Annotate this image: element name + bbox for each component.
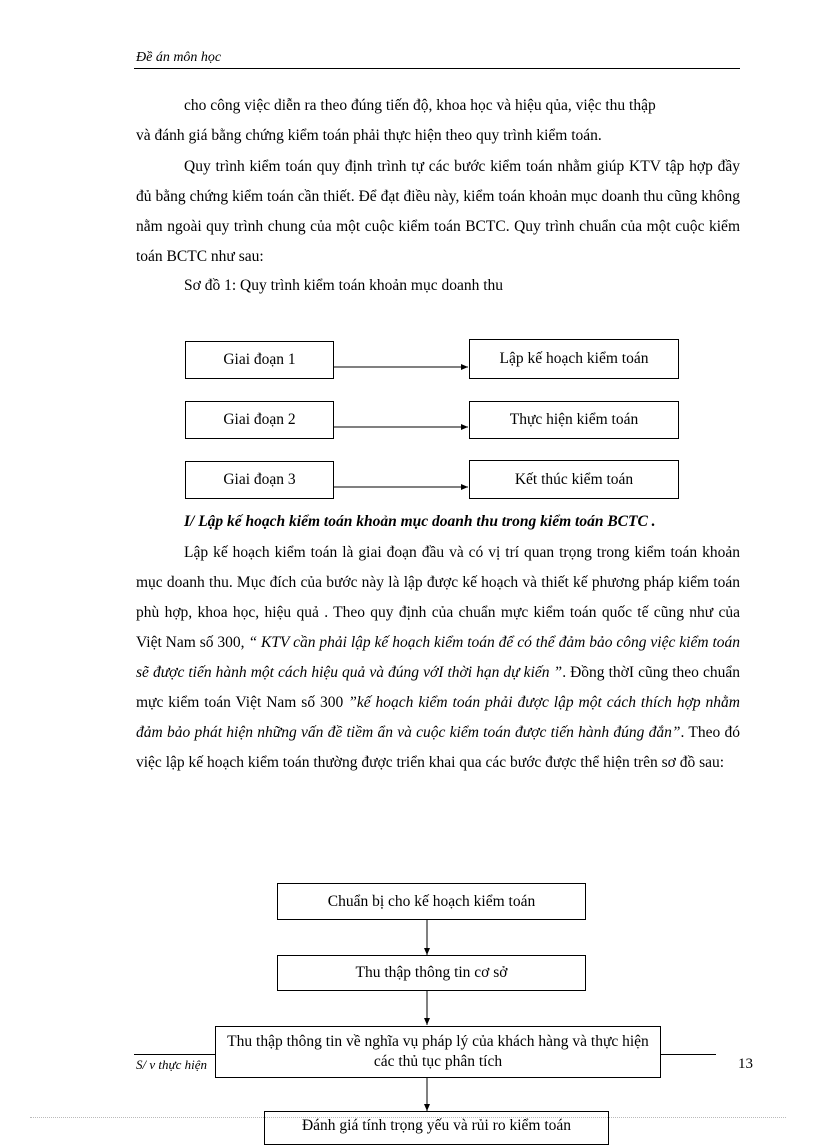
stage-3-box: Giai đoạn 3	[185, 461, 334, 499]
paragraph-3-quote-1: “ KTV cần phải lập kế hoạch kiểm toán để có thể đảm bảo công việc kiểm toán sẽ được tiến hành một cách hiệu quả và đúng vớI thời hạn dự kiến ”	[136, 634, 741, 681]
paragraph-2: Quy trình kiểm toán quy định trình tự các bước kiểm toán nhằm giúp KTV tập hợp đầy đủ bằng chứng kiểm toán cần thiết. Để đạt điều này, kiểm toán khoản mục doanh thu cũng không nằm ngoài quy trình chung của một cuộc kiểm toán BCTC. Quy trình chuẩn của một cuộc kiểm toán BCTC như sau:	[136, 158, 740, 265]
paragraph-1-line-1: cho công việc diễn ra theo đúng tiến độ, khoa học và hiệu qủa, việc thu thập	[184, 97, 656, 114]
paragraph-3-quote-2: ”kế hoạch kiểm toán phải được lập một cách thích hợp nhằm đảm bảo phát hiện những vấn đề tiềm ẩn và cuộc kiểm toán được tiến hành đúng đắn”	[136, 694, 740, 741]
step-execute-box: Thực hiện kiểm toán	[469, 401, 679, 439]
plan-step-1-box: Chuẩn bị cho kế hoạch kiểm toán	[277, 883, 586, 920]
paragraph-3	[136, 538, 740, 778]
footer-rule-right	[660, 1054, 716, 1055]
page-number: 13	[738, 1056, 753, 1072]
plan-step-3-box: Thu thập thông tin về nghĩa vụ pháp lý của khách hàng và thực hiện các thủ tục phân tích	[215, 1026, 661, 1078]
diagram-1-caption: Sơ đồ 1: Quy trình kiểm toán khoản mục doanh thu	[184, 277, 504, 294]
step-finish-box: Kết thúc kiểm toán	[469, 460, 679, 499]
page-bottom-dotted-line	[30, 1117, 786, 1118]
section-heading: I/ Lập kế hoạch kiểm toán khoản mục doanh thu trong kiểm toán BCTC .	[184, 513, 656, 530]
footer-rule-left	[134, 1054, 216, 1055]
stage-1-box: Giai đoạn 1	[185, 341, 334, 379]
stage-2-box: Giai đoạn 2	[185, 401, 334, 439]
footer-note: S/ v thực hiện	[136, 1057, 207, 1072]
page-header: Đề án môn học	[136, 50, 222, 65]
plan-step-4-box: Đánh giá tính trọng yếu và rủi ro kiểm toán	[264, 1111, 609, 1145]
paragraph-3-text-c: . Theo đó việc lập kế hoạch kiểm toán thường được triển khai qua các bước được thể hiện trên sơ đồ sau:	[136, 724, 740, 771]
step-plan-box: Lập kế hoạch kiểm toán	[469, 339, 679, 379]
paragraph-1-line-2: và đánh giá bằng chứng kiểm toán phải thực hiện theo quy trình kiểm toán.	[136, 127, 602, 144]
plan-step-2-box: Thu thập thông tin cơ sở	[277, 955, 586, 991]
paragraph-3-text-b: . Đồng thờI cũng theo chuẩn mực kiểm toán Việt Nam số 300	[136, 664, 740, 711]
paragraph-3-text-a: Lập kế hoạch kiểm toán là giai đoạn đầu và có vị trí quan trọng trong kiểm toán khoản mục doanh thu. Mục đích của bước này là lập được kế hoạch và thiết kế phương pháp kiểm toán phù hợp, khoa học, hiệu quả . Theo quy định của chuẩn mực kiểm toán quốc tế cũng như của Việt Nam số 300,	[136, 544, 740, 651]
